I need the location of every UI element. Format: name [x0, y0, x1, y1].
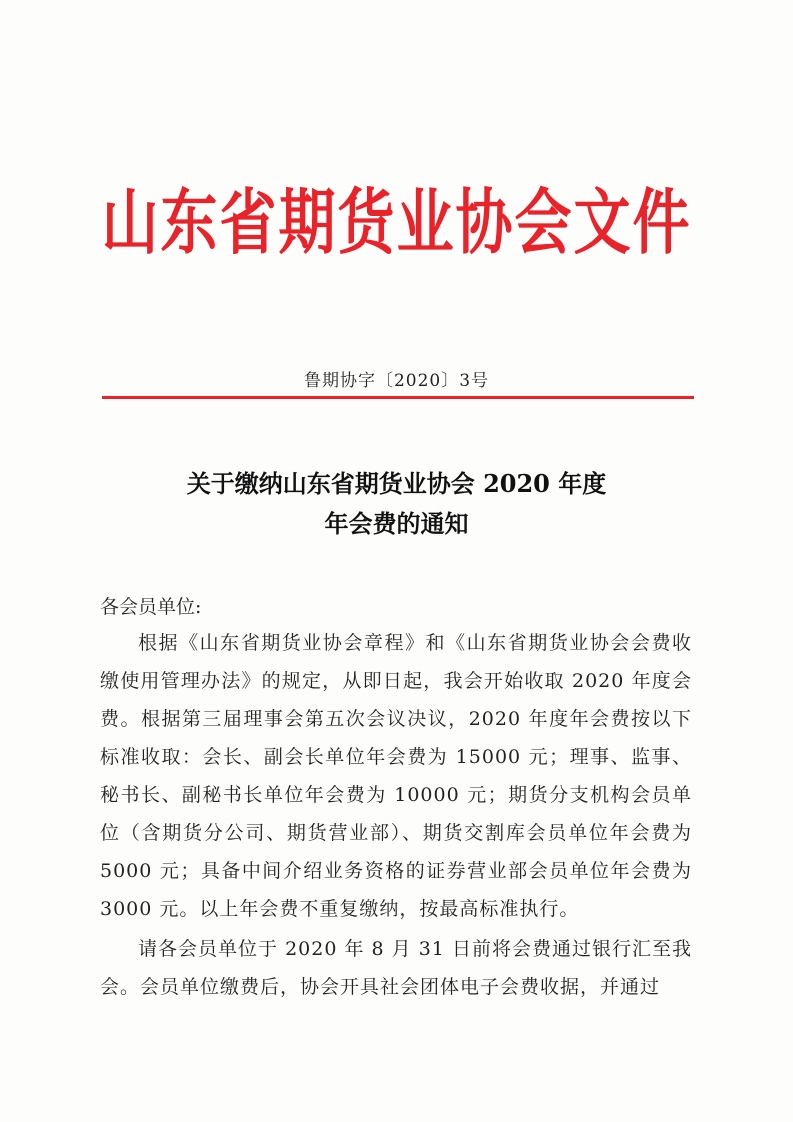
body-paragraph-2: 请各会员单位于 2020 年 8 月 31 日前将会费通过银行汇至我会。会员单位缴费后，协会开具社会团体电子会费收据，并通过 — [100, 938, 692, 998]
body-paragraph-1: 根据《山东省期货业协会章程》和《山东省期货业协会会费收缴使用管理办法》的规定，从即日起，我会开始收取 2020 年度会费。根据第三届理事会第五次会议决议，2020 年度年会费按以下标准收取：会长、副会长单位年会费为 15000 元；理事、监事、秘书长、副秘书长单位年会费为 10000 元；期货分支机构会员单位（含期货分公司、期货营业部）、期货交割库会员单位年会费为 5000 元；具备中间介绍业务资格的证券营业部会员单位年会费为 3000 元。以上年会费不重复缴纳，按最高标准执行。 — [100, 632, 692, 920]
notice-title-line-2: 年会费的通知 — [324, 509, 469, 538]
notice-title-line-1: 关于缴纳山东省期货业协会 2020 年度 — [186, 469, 607, 498]
red-divider-line — [102, 396, 694, 399]
salutation: 各会员单位: — [100, 596, 202, 618]
notice-title — [0, 464, 793, 544]
document-number: 鲁期协字〔2020〕3号 — [303, 371, 490, 391]
letterhead-title: 山东省期货业协会文件 — [101, 181, 692, 265]
